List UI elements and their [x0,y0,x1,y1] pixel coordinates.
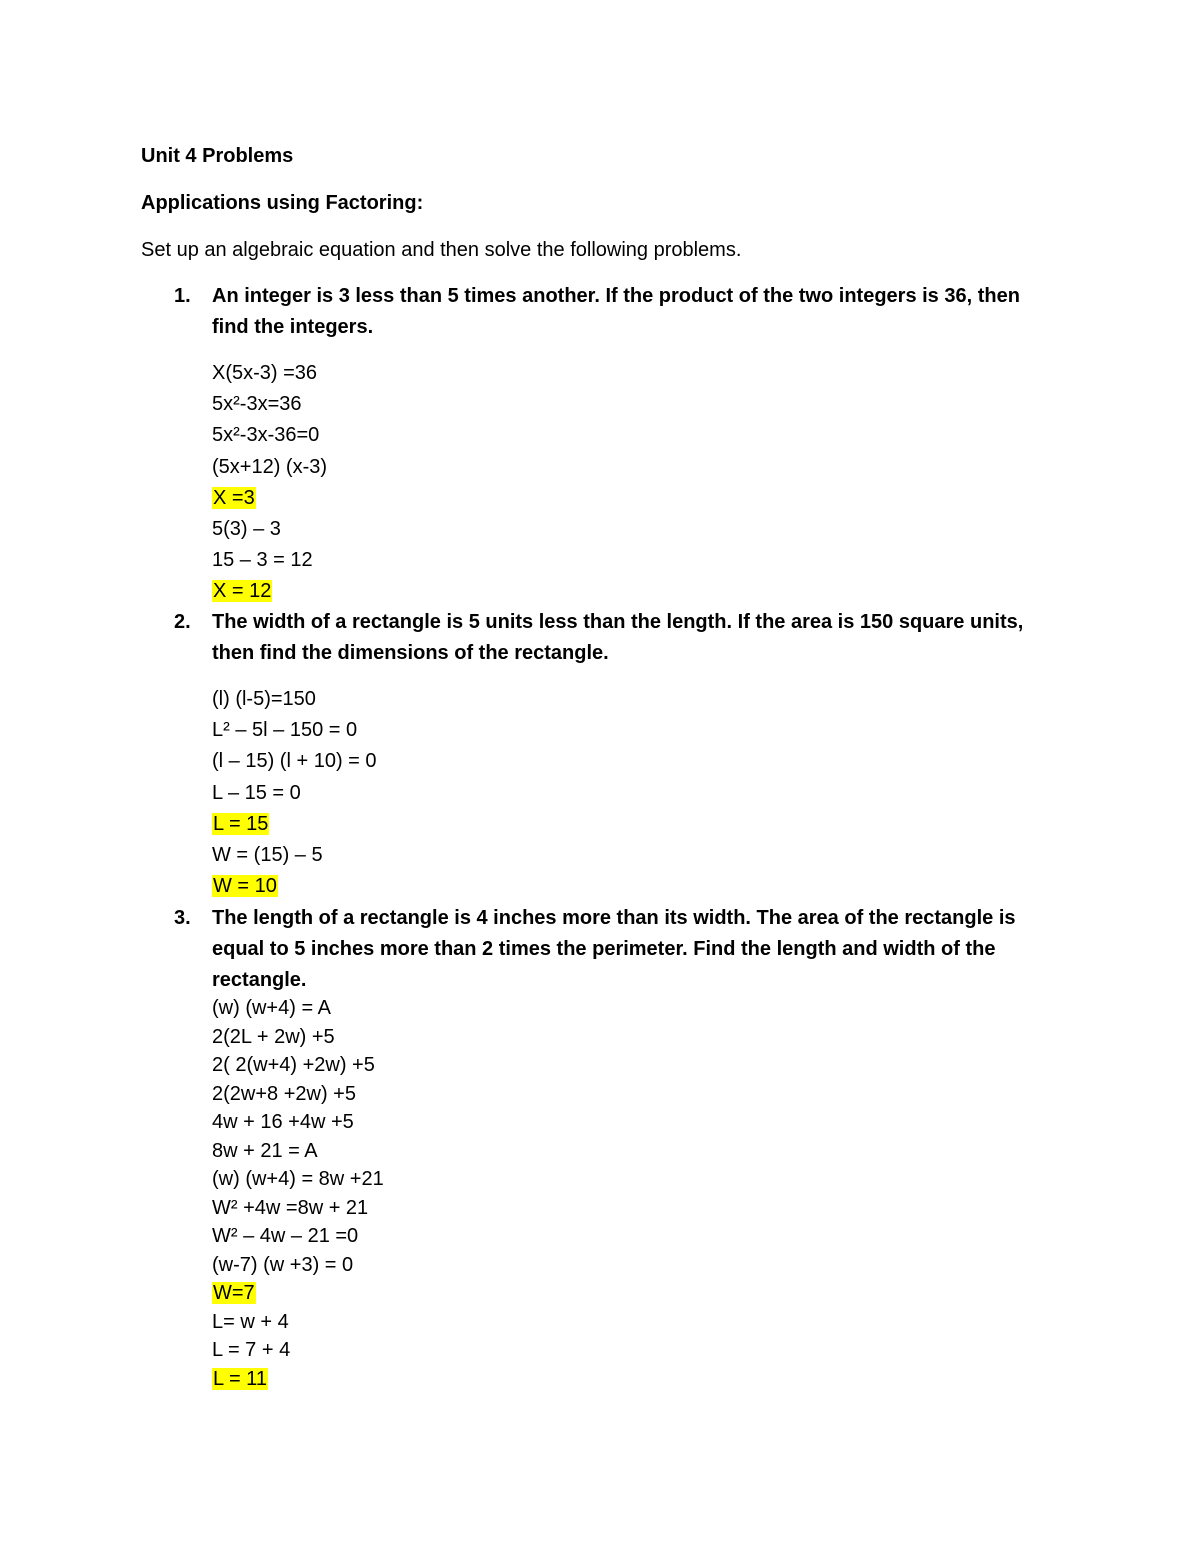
work-line [212,746,377,777]
work-line [212,715,377,746]
problem-statement: The length of a rectangle is 4 inches more than its width. The area of the rectangle is equal to 5 inches more than 2 times the perimeter. Find the length and width of the rectangle. [212,907,1016,991]
highlighted-answer: L = 11 [213,1367,267,1390]
work-line [212,452,327,483]
highlighted-answer: X = 12 [213,580,272,603]
work-text: 8w + 21 = A [212,1139,318,1162]
work-line [212,684,377,715]
work-text: (w-7) (w +3) = 0 [212,1253,354,1276]
instructions: Set up an algebraic equation and then solve the following problems. [141,239,742,261]
work-line [212,1308,384,1337]
work-line [212,420,327,451]
work-text: L= w + 4 [212,1310,289,1333]
work-text: (5x+12) (x-3) [212,455,328,478]
work-line [212,514,327,545]
page-title: Unit 4 Problems [141,145,294,167]
work-text: W² +4w =8w + 21 [212,1196,369,1219]
highlighted-answer: W=7 [213,1282,255,1304]
work-text: L = 7 + 4 [212,1339,291,1361]
work-line [212,840,377,871]
work-line [212,1080,384,1109]
problem-1-work [212,358,327,608]
work-text: 2(2w+8 +2w) +5 [212,1082,356,1105]
work-line [212,1165,384,1194]
work-line [212,994,384,1023]
work-text: L² – 5l – 150 = 0 [212,719,358,742]
work-line [212,778,377,809]
problem-3-work [212,994,384,1393]
problem-2-work [212,684,377,902]
highlighted-answer: L = 15 [213,812,269,835]
highlighted-answer: X =3 [213,486,255,509]
work-text: W = (15) – 5 [212,843,323,866]
work-text: (w) (w+4) = A [212,997,331,1019]
problem-number: 1. [174,285,191,307]
work-text: 5x²-3x-36=0 [212,424,320,447]
highlighted-answer: W = 10 [213,875,277,898]
work-line [212,809,377,840]
work-line [212,1336,384,1365]
work-text: X(5x-3) =36 [212,362,318,384]
problem-statement: The width of a rectangle is 5 units less than the length. If the area is 150 square units, then find the dimensions of the rectangle. [212,611,1024,664]
work-line [212,1365,384,1394]
work-text: (w) (w+4) = 8w +21 [212,1168,384,1190]
work-text: 5(3) – 3 [212,517,281,540]
work-line [212,1222,384,1251]
problem-statement: An integer is 3 less than 5 times another. If the product of the two integers is 36, then find the integers. [212,285,1020,338]
section-heading: Applications using Factoring: [141,192,424,214]
work-text: W² – 4w – 21 =0 [212,1225,359,1247]
work-line [212,1023,384,1052]
work-line [212,1108,384,1137]
work-text: 2(2L + 2w) +5 [212,1025,335,1048]
work-text: (l – 15) (l + 10) = 0 [212,750,377,773]
work-line [212,871,377,902]
problem-number: 3. [174,907,191,929]
work-line [212,389,327,420]
work-line [212,1137,384,1166]
work-text: 2( 2(w+4) +2w) +5 [212,1054,375,1076]
work-text: 4w + 16 +4w +5 [212,1111,354,1133]
work-line [212,1279,384,1308]
work-line [212,1194,384,1223]
work-line [212,576,327,607]
work-text: L – 15 = 0 [212,781,301,804]
work-line [212,483,327,514]
work-text: 15 – 3 = 12 [212,549,313,572]
problem-number: 2. [174,611,191,633]
work-line [212,358,327,389]
work-text: (l) (l-5)=150 [212,688,316,710]
work-text: 5x²-3x=36 [212,393,302,416]
work-line [212,1251,384,1280]
work-line [212,545,327,576]
work-line [212,1051,384,1080]
